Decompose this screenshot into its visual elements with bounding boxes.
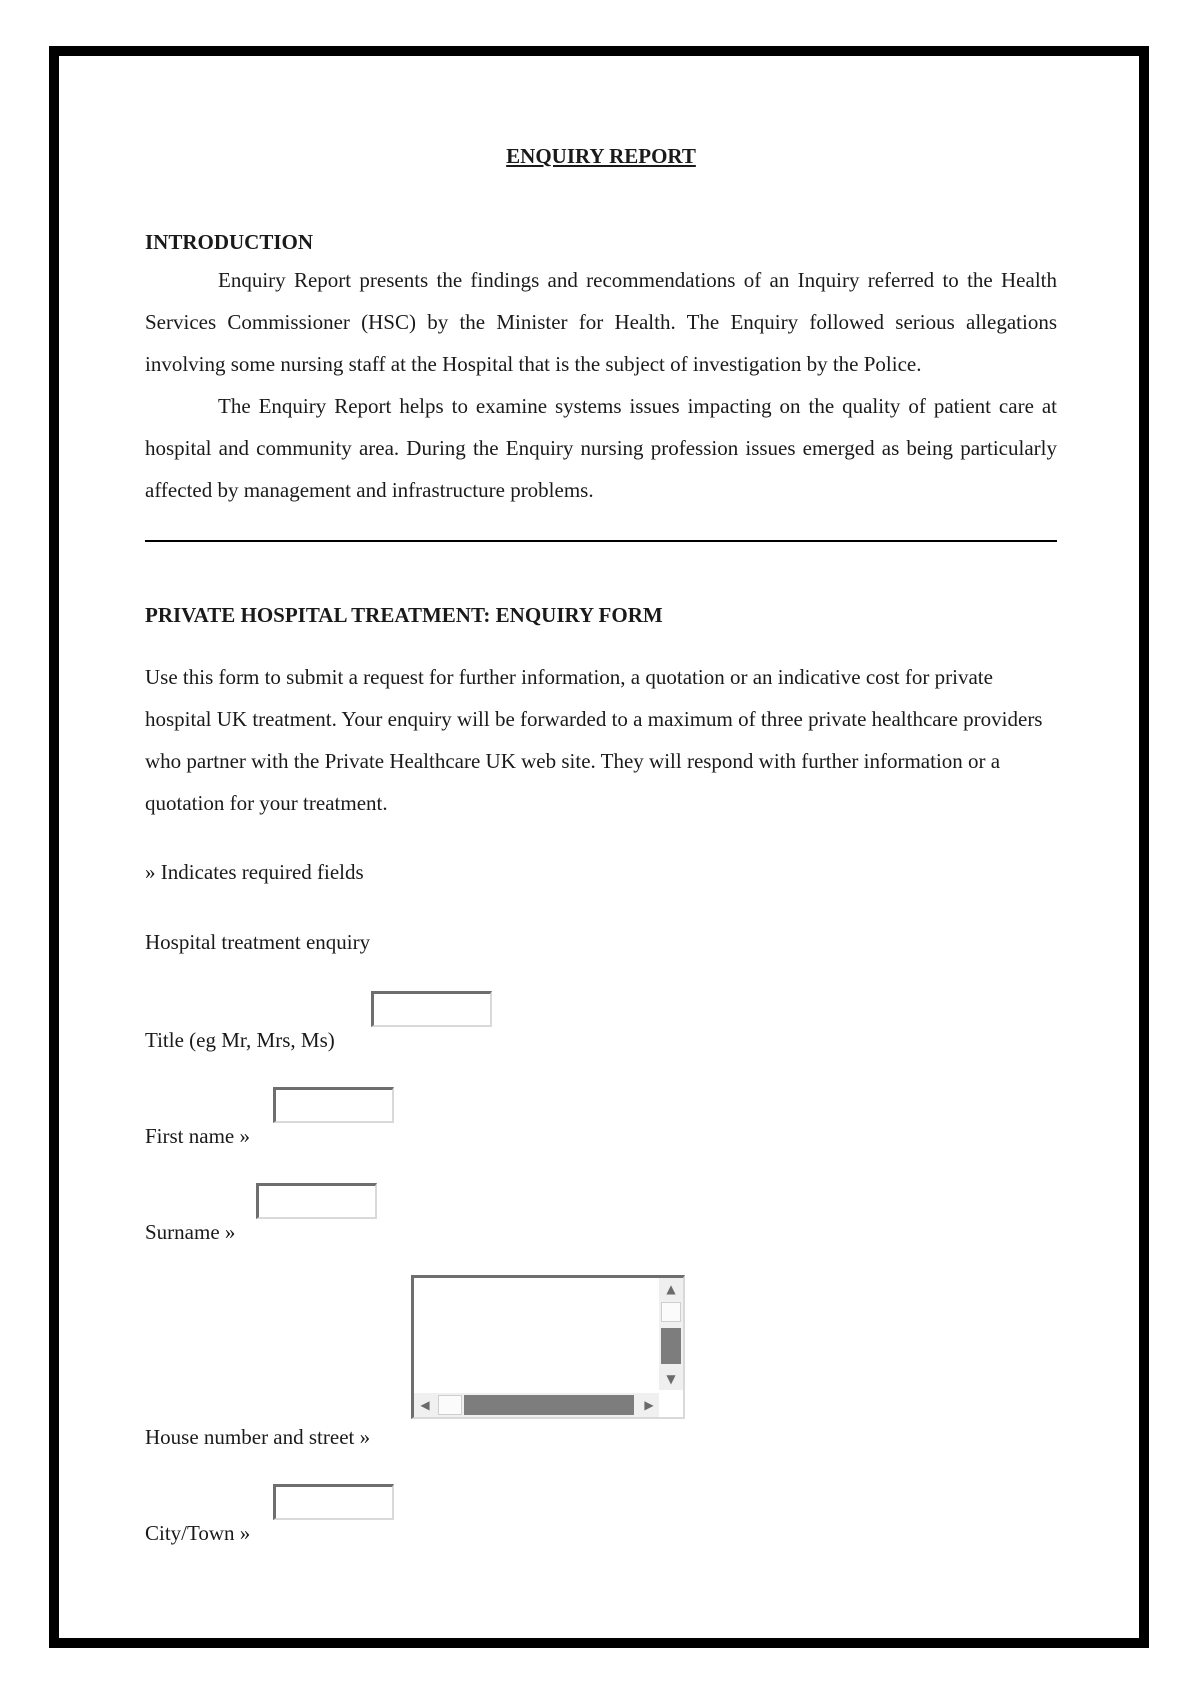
vertical-scrollbar[interactable] xyxy=(659,1278,683,1390)
scroll-up-arrow-icon[interactable]: ▲ xyxy=(659,1278,683,1300)
section-divider xyxy=(145,540,1057,542)
scroll-right-arrow-icon[interactable]: ▶ xyxy=(644,1398,654,1412)
introduction-body xyxy=(145,259,1057,511)
city-town-field[interactable] xyxy=(273,1484,394,1520)
vertical-scroll-thumb[interactable] xyxy=(661,1328,681,1364)
scrollbar-corner xyxy=(659,1393,683,1417)
scroll-left-arrow-icon[interactable]: ◀ xyxy=(420,1398,430,1412)
title-field[interactable] xyxy=(371,991,492,1027)
title-field-label: Title (eg Mr, Mrs, Ms) xyxy=(145,1028,335,1052)
first-name-field-label: First name » xyxy=(145,1124,250,1148)
house-street-field-label: House number and street » xyxy=(145,1425,371,1449)
required-fields-note: » Indicates required fields xyxy=(145,860,364,884)
house-street-textarea[interactable] xyxy=(411,1275,685,1419)
scroll-track[interactable] xyxy=(438,1395,462,1415)
scroll-track[interactable] xyxy=(661,1302,681,1322)
city-town-field-label: City/Town » xyxy=(145,1521,251,1545)
scroll-down-arrow-icon[interactable]: ▼ xyxy=(659,1368,683,1390)
introduction-heading: INTRODUCTION xyxy=(145,230,314,254)
form-title: Hospital treatment enquiry xyxy=(145,930,371,954)
first-name-field[interactable] xyxy=(273,1087,394,1123)
surname-field[interactable] xyxy=(256,1183,377,1219)
surname-field-label: Surname » xyxy=(145,1220,236,1244)
enquiry-form-description: Use this form to submit a request for further information, a quotation or an indicative cost for private hospital UK treatment. Your enquiry will be forwarded to a maximum of three private healthcare providers who partner with the Private Healthcare UK web site. They will respond with further information or a quotation for your treatment. xyxy=(145,665,1043,815)
introduction-paragraph-1: Enquiry Report presents the findings and recommendations of an Inquiry referred to the Health Services Commissioner (HSC) by the Minister for Health. The Enquiry followed serious allegations involving some nursing staff at the Hospital that is the subject of investigation by the Police. xyxy=(145,268,1057,376)
introduction-paragraph-2: The Enquiry Report helps to examine systems issues impacting on the quality of patient care at hospital and community area. During the Enquiry nursing profession issues emerged as being particularly affected by management and infrastructure problems. xyxy=(145,394,1057,502)
horizontal-scroll-thumb[interactable] xyxy=(464,1395,634,1415)
horizontal-scrollbar[interactable] xyxy=(414,1393,660,1417)
document-title: ENQUIRY REPORT xyxy=(506,144,696,168)
enquiry-form-heading: PRIVATE HOSPITAL TREATMENT: ENQUIRY FORM xyxy=(145,603,663,627)
house-street-input[interactable] xyxy=(414,1278,660,1390)
